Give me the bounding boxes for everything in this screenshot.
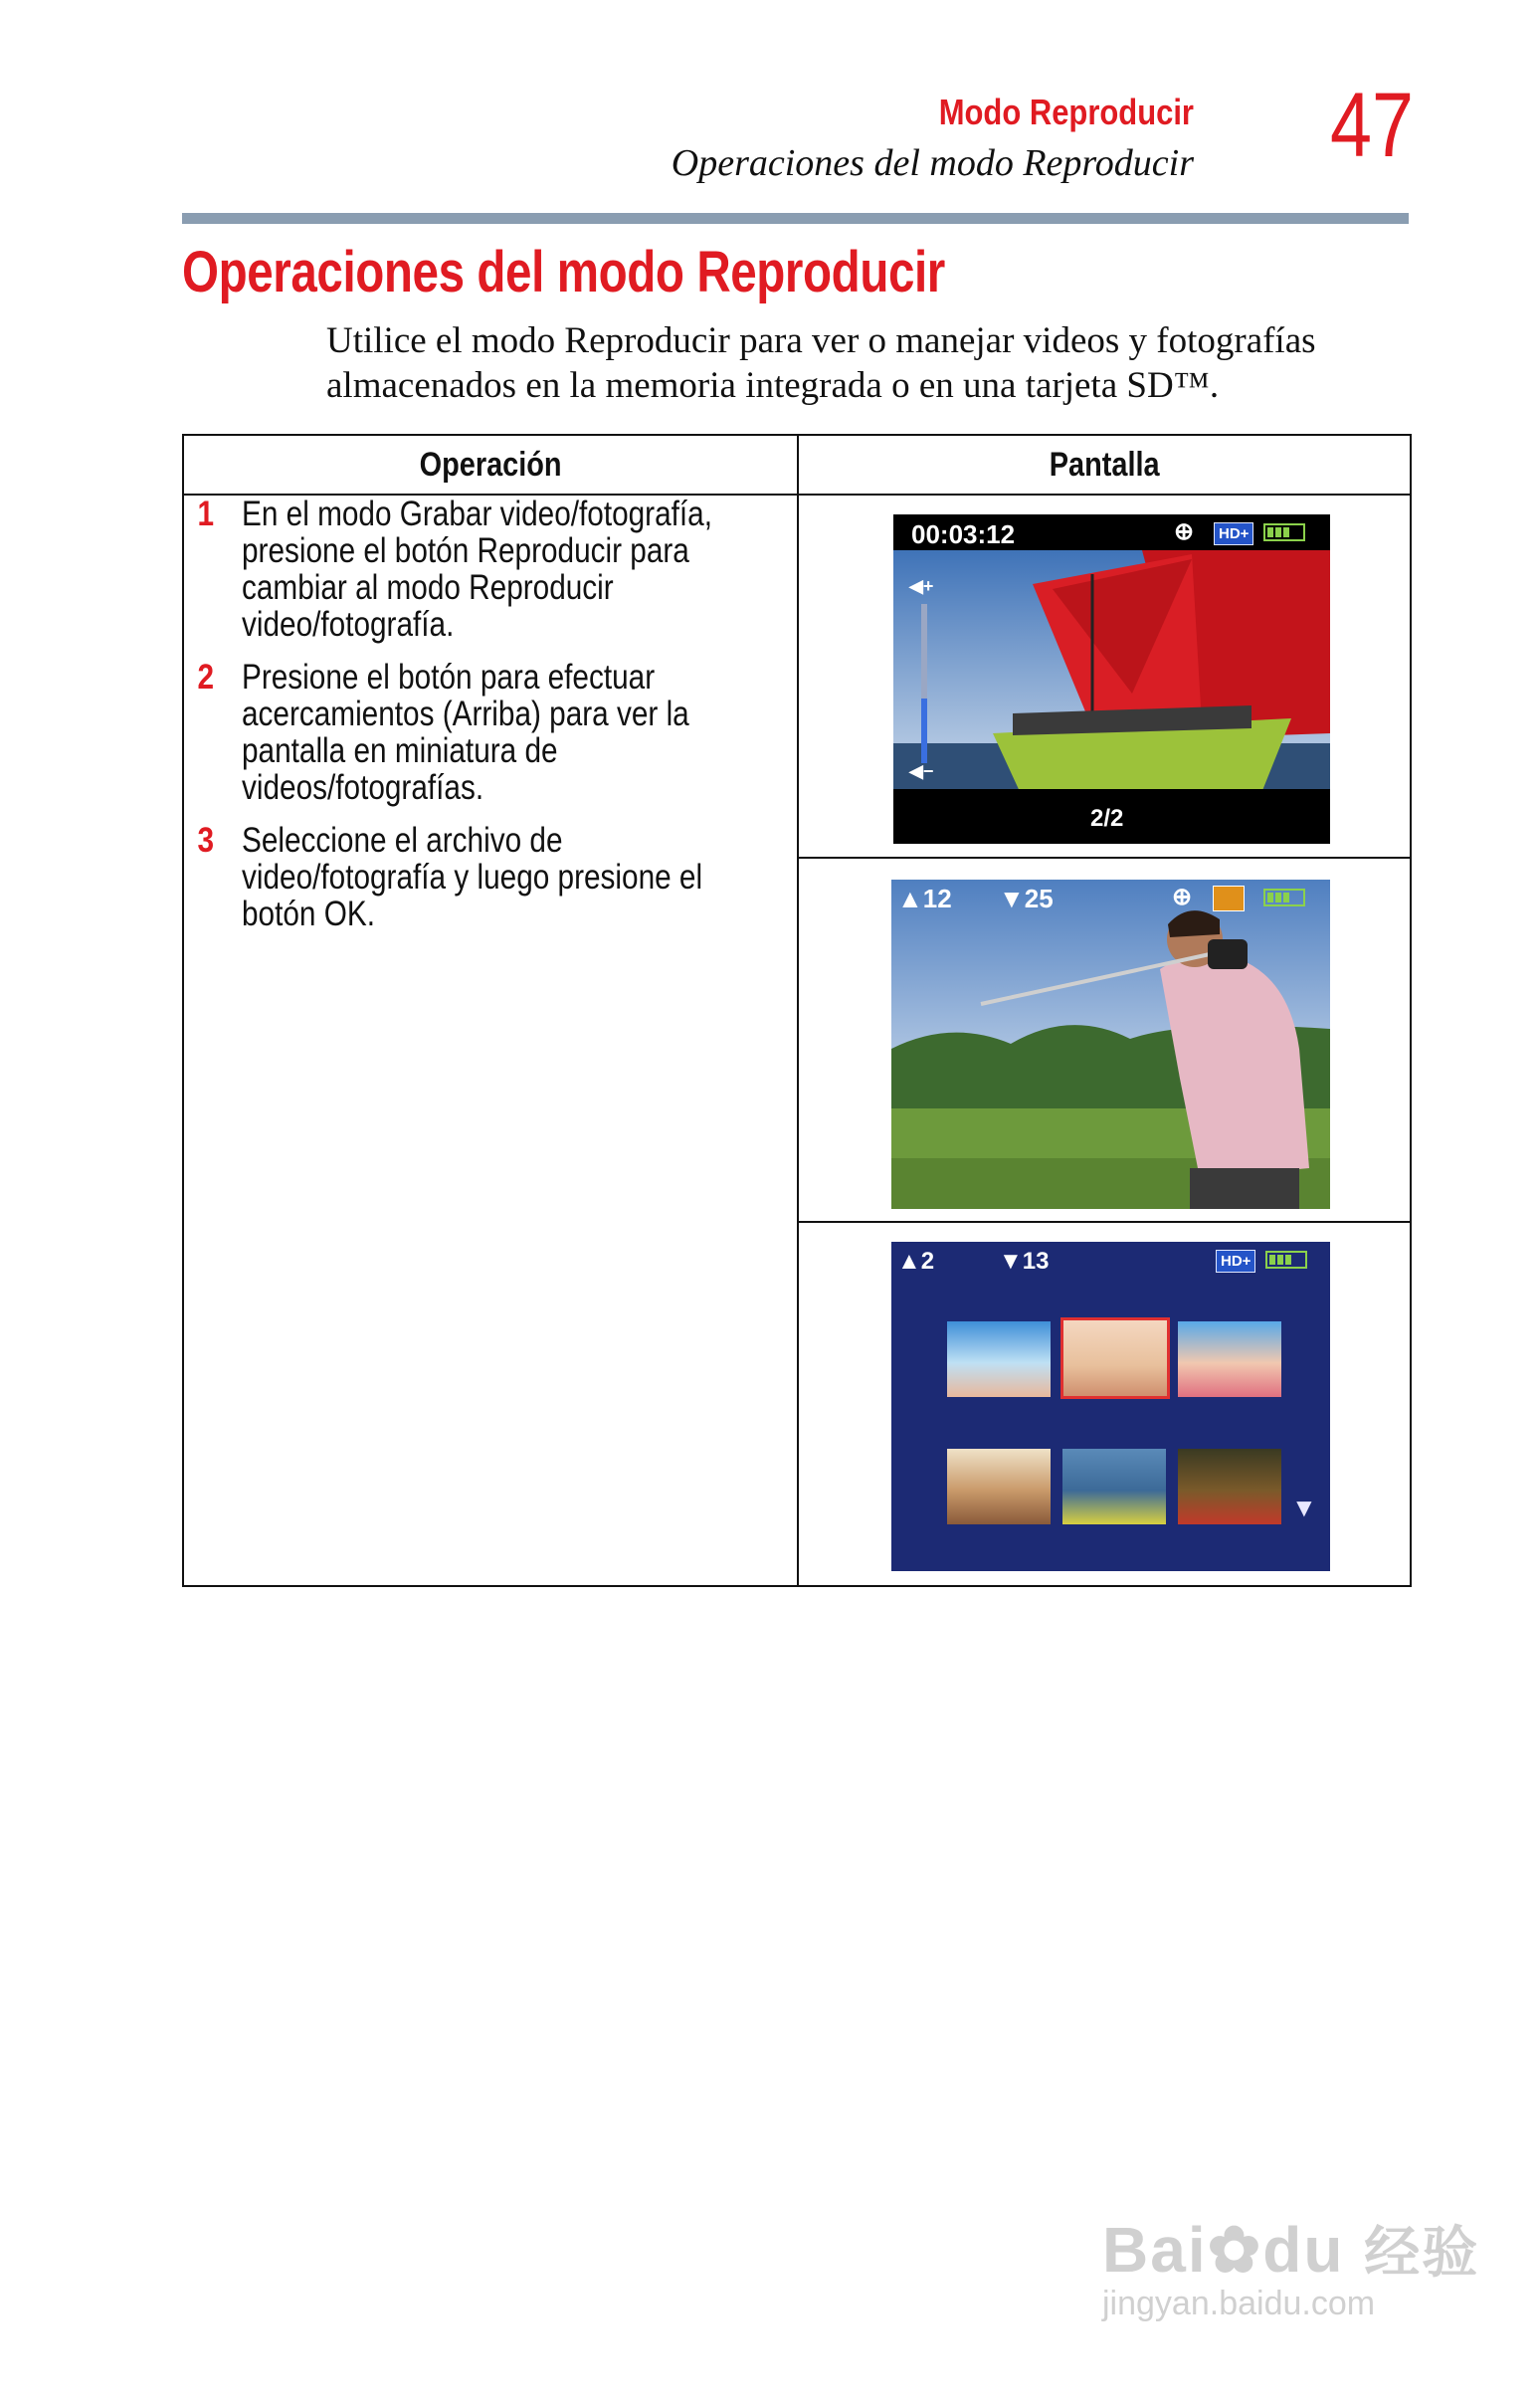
hd-badge: HD+ (1214, 522, 1253, 545)
operation-steps-cell (183, 495, 798, 1586)
playback-screen (893, 514, 1330, 844)
step-3 (184, 822, 797, 932)
screen-cell-thumbnails (798, 1222, 1411, 1586)
step-number: 3 (197, 821, 215, 860)
page-number: 47 (1330, 75, 1414, 176)
up-count: ▲2 (897, 1248, 935, 1275)
battery-icon (1263, 523, 1305, 541)
intro-paragraph: Utilice el modo Reproducir para ver o manejar videos y fotografías almacenados en la memoria integrada o en una tarjeta SD™. (326, 320, 1316, 406)
screen-cell-photo (798, 858, 1411, 1222)
baidu-watermark (1102, 2209, 1479, 2323)
step-number: 2 (197, 658, 215, 697)
thumbnail-screen (891, 1242, 1330, 1571)
globe-icon: ⊕ (1172, 884, 1193, 910)
volume-up-icon: ◀+ (909, 576, 934, 596)
sailboat-photo (893, 514, 1330, 844)
running-header-subsection: Operaciones del modo Reproducir (671, 142, 1194, 184)
scroll-down-icon[interactable]: ▼ (1291, 1493, 1317, 1522)
step-number: 1 (197, 495, 215, 533)
col-header-operation: Operación (183, 435, 798, 495)
step-1 (184, 496, 797, 643)
table-row (183, 495, 1411, 858)
step-text: Presione el botón para efectuar acercamientos (Arriba) para ver la pantalla en miniatura de videos/fotografías. (242, 658, 689, 807)
step-text: En el modo Grabar video/fotografía, presione el botón Reproducir para cambiar al modo Reproducir video/fotografía. (242, 495, 712, 644)
globe-icon: ⊕ (1174, 518, 1195, 545)
battery-icon (1263, 889, 1305, 906)
file-counter: 2/2 (1090, 805, 1124, 832)
operations-table (182, 434, 1412, 1587)
down-count: ▼13 (999, 1248, 1050, 1275)
step-text: Seleccione el archivo de video/fotografía y luego presione el botón OK. (242, 821, 703, 933)
thumbnail-pool[interactable] (945, 1319, 1053, 1399)
paw-icon: ✿ (1207, 2214, 1263, 2286)
hd-badge: HD+ (1216, 1250, 1255, 1273)
thumbnail-family-selected[interactable] (1060, 1317, 1170, 1399)
playback-time: 00:03:12 (911, 519, 1016, 549)
scene-mode-icon (1213, 886, 1245, 911)
battery-icon (1265, 1251, 1307, 1269)
golfer-photo (891, 880, 1330, 1209)
thumbnail-kayak[interactable] (1060, 1447, 1168, 1526)
watermark-brand: Bai✿du 经验 (1102, 2214, 1480, 2286)
thumbnail-group[interactable] (945, 1447, 1053, 1526)
page-title: Operaciones del modo Reproducir (182, 240, 945, 304)
photo-screen (891, 880, 1330, 1209)
thumbnail-girls[interactable] (1176, 1319, 1283, 1399)
running-header-section: Modo Reproducir (938, 92, 1194, 132)
col-header-screen: Pantalla (798, 435, 1411, 495)
step-2 (184, 659, 797, 806)
volume-down-icon: ◀− (909, 761, 934, 781)
screen-cell-playback (798, 495, 1411, 858)
watermark-url: jingyan.baidu.com (1102, 2285, 1376, 2322)
thumbnail-outdoor[interactable] (1176, 1447, 1283, 1526)
down-count: ▼25 (999, 884, 1054, 913)
up-count: ▲12 (897, 884, 952, 913)
header-rule (182, 213, 1409, 224)
table-header-row (183, 435, 1411, 495)
